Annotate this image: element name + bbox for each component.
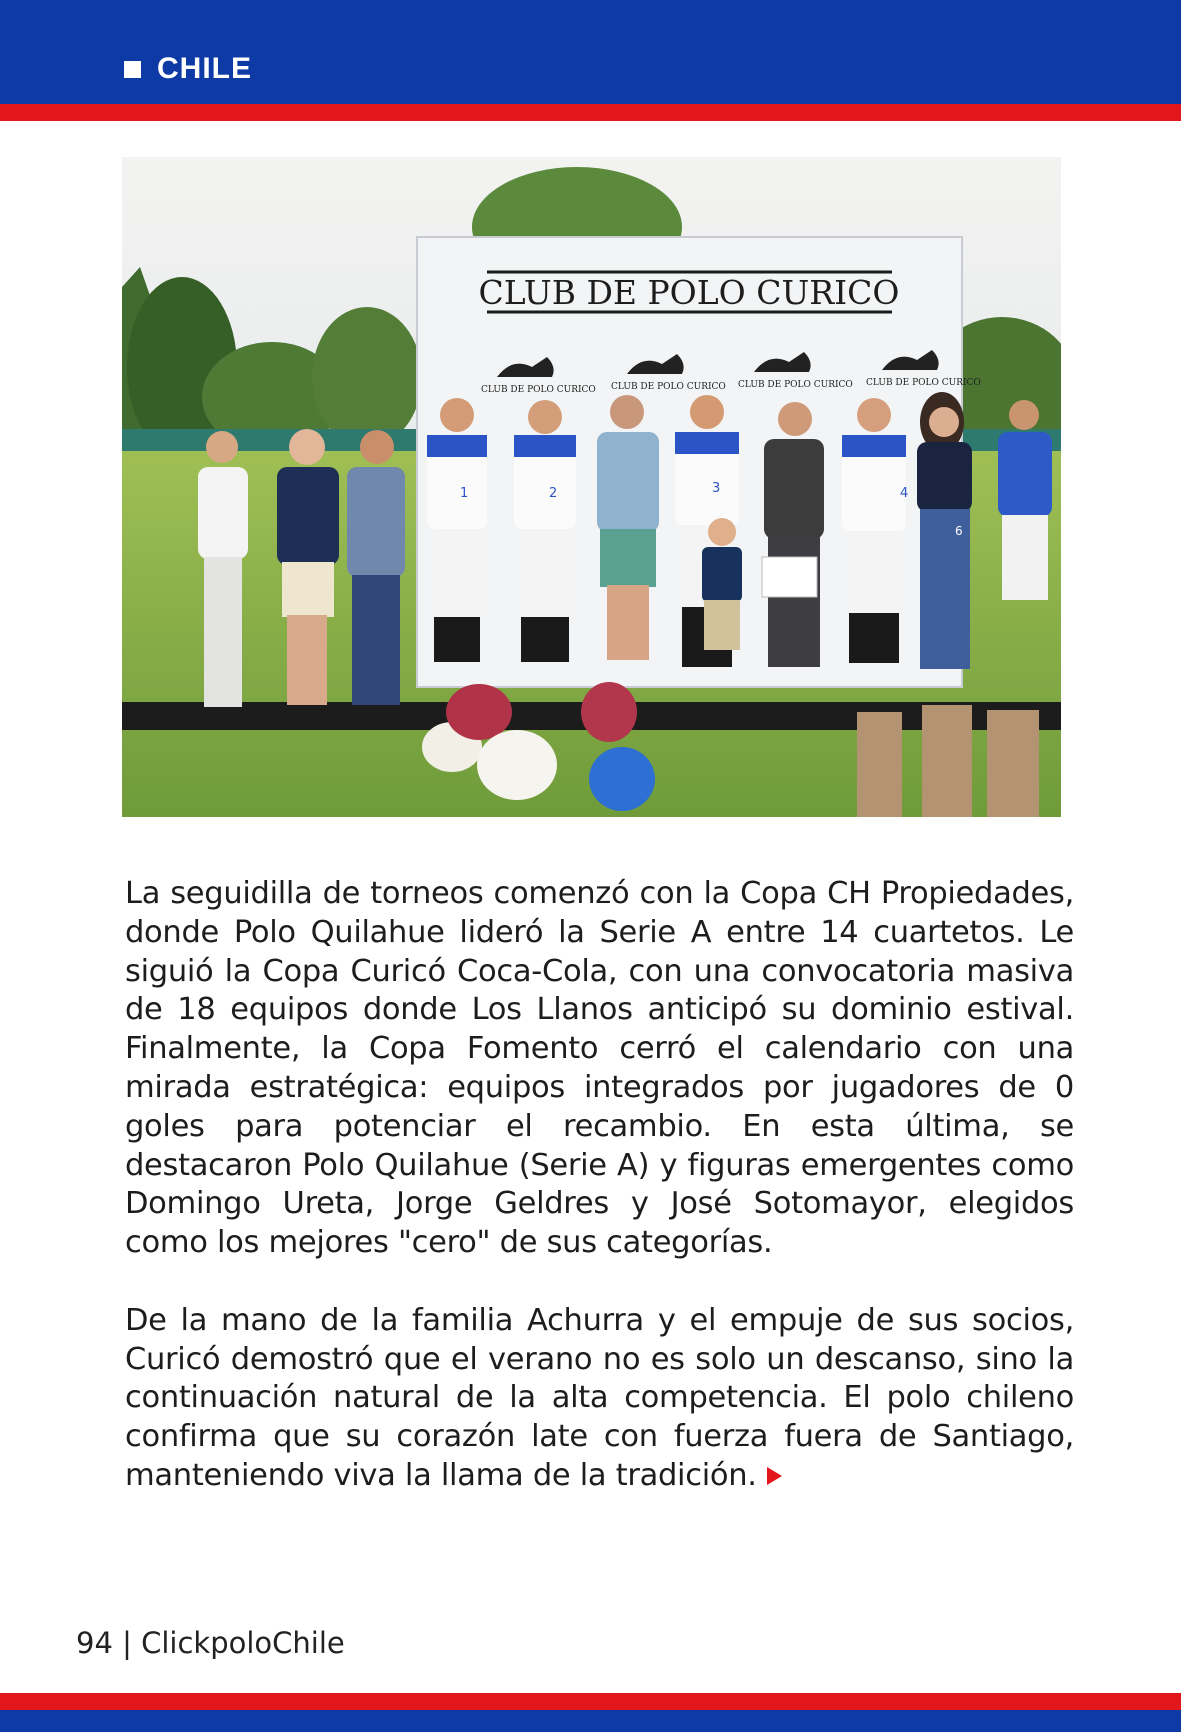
article-paragraph-final <box>125 1302 1074 1496</box>
article-body <box>125 875 1074 1496</box>
footer-band <box>0 1710 1181 1732</box>
header-red-stripe <box>0 104 1181 121</box>
banner-logo-text: CLUB DE POLO CURICO <box>481 385 596 395</box>
svg-text:1: 1 <box>460 486 469 501</box>
banner-logo-text: CLUB DE POLO CURICO <box>611 382 726 392</box>
page-footer: 94 | ClickpoloChile <box>76 1626 345 1660</box>
svg-text:6: 6 <box>955 524 963 538</box>
section-label <box>124 52 252 86</box>
banner-logo-text: CLUB DE POLO CURICO <box>738 380 853 390</box>
article-paragraph-text: De la mano de la familia Achurra y el empuje de sus socios, Curicó demostró que el verano no es solo un descanso, sino la continuación natural de la alta competencia. El polo chileno confirma que su corazón late con fuerza fuera de Santiago, manteniendo viva la llama de la tradición. <box>125 1302 1074 1493</box>
square-bullet-icon <box>124 61 141 78</box>
article-paragraph: La seguidilla de torneos comenzó con la Copa CH Propiedades, donde Polo Quilahue lideró la Serie A entre 14 cuartetos. Le siguió la Copa Curicó Coca-Cola, con una convocatoria masiva de 18 equipos donde Los Llanos anticipó su dominio estival. Finalmente, la Copa Fomento cerró el calendario con una mirada estratégica: equipos integrados por jugadores de 0 goles para potenciar el recambio. En esta última, se destacaron Polo Quilahue (Serie A) y figuras emergentes como Domingo Ureta, Jorge Geldres y José Sotomayor, elegidos como los mejores "cero" de sus categorías. <box>125 876 1074 1261</box>
footer-red-stripe <box>0 1693 1181 1710</box>
svg-text:2: 2 <box>549 486 558 501</box>
svg-text:3: 3 <box>712 481 721 496</box>
wooden-trophies <box>857 705 1039 817</box>
banner-logo-text: CLUB DE POLO CURICO <box>866 378 981 388</box>
svg-text:4: 4 <box>900 486 909 501</box>
section-title: CHILE <box>157 52 252 85</box>
banner-title: CLUB DE POLO CURICO <box>478 273 900 312</box>
end-of-article-icon <box>767 1467 782 1485</box>
team-photo <box>122 157 1061 817</box>
